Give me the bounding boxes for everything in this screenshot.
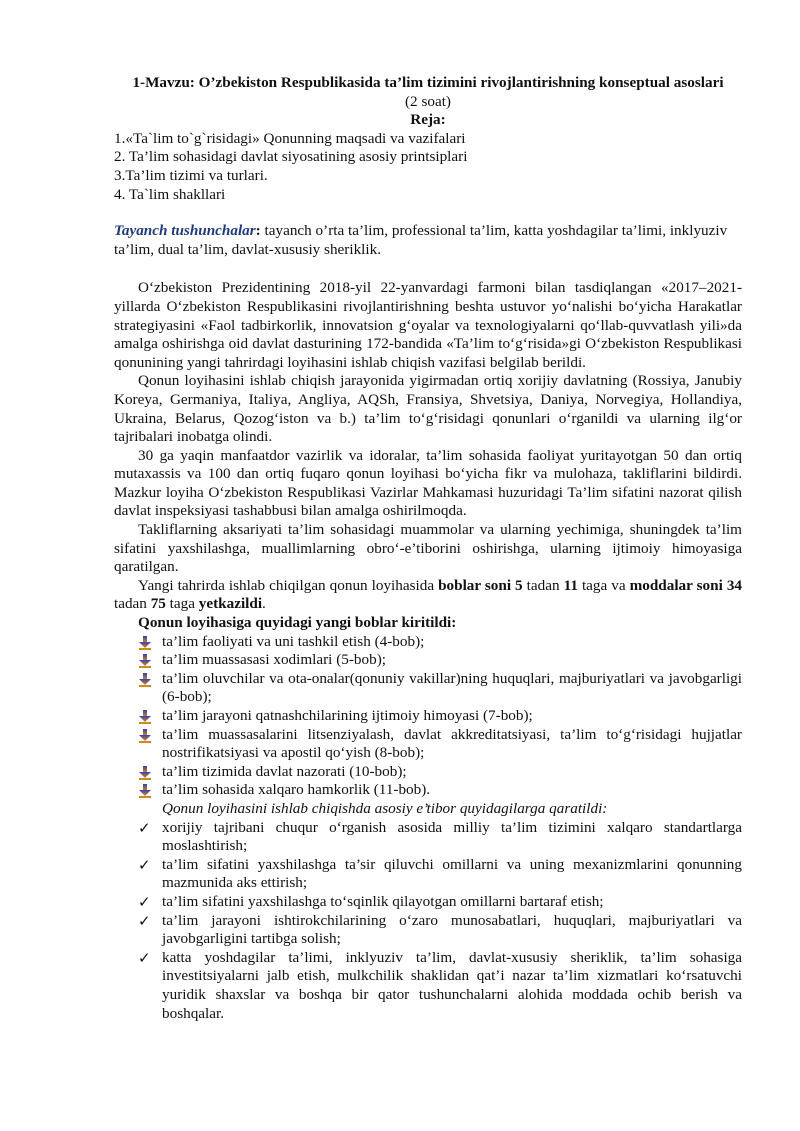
chapter-item-text: ta’lim jarayoni qatnashchilarining ijtimoiy himoyasi (7-bob); (162, 707, 533, 724)
paragraph-1: O‘zbekiston Prezidentining 2018-yil 22-yanvardagi farmoni bilan tasdiqlangan «2017–2021-yillarda O‘zbekiston Respublikasini rivojlantirishning beshta ustuvor yo‘nalishi bo‘yicha Harakatlar strategiyasini «Faol tadbirkorlik, innovatsion g‘oyalar va texnologiyalarni qo‘llab-quvvatlash yili»da amalga oshirishga oid davlat dasturining 172-bandida «Ta’lim to‘g‘risida»gi O‘zbekiston Respublikasi qonunining yangi tahrirdagi loyihasini ishlab chiqish vazifasi belgilab berildi. (114, 279, 742, 371)
focus-list (114, 819, 742, 1024)
down-arrow-icon (138, 766, 152, 780)
focus-item-text: ta’lim sifatini yaxshilashga ta’sir qiluvchi omillarni va uning mexanizmlarini qonunning mazmunida aks ettirish; (162, 855, 742, 892)
chapter-item (114, 726, 742, 763)
paragraph-3: 30 ga yaqin manfaatdor vazirlik va idoralar, ta’lim sohasida faoliyat yuritayotgan 50 dan ortiq mutaxassis va 100 dan ortiq fuqaro qonun loyihasi bo‘yicha fikr va mulohaza, takliflarini bildirdi. Mazkur loyiha O‘zbekiston Respublikasi Vazirlar Mahkamasi huzuridagi Ta’lim sifatini nazorat qilish davlat inspeksiyasi tashabbusi bilan amalga oshirilmoqda. (114, 446, 742, 520)
focus-item (114, 912, 742, 949)
chapter-item (114, 763, 742, 782)
down-arrow-icon (138, 784, 152, 798)
p5-text: tadan (522, 576, 564, 594)
chapter-item (114, 651, 742, 670)
new-chapters-list (114, 633, 742, 800)
plan-item: 2. Ta’lim sohasidagi davlat siyosatining asosiy printsiplari (114, 148, 468, 166)
focus-item-text: ta’lim jarayoni ishtirokchilarining o‘zaro munosabatlari, huquqlari, majburiyatlari va javobgarligini tartibga solish; (162, 911, 742, 948)
key-concepts (114, 222, 742, 259)
p5-articles-new: 75 (150, 595, 166, 613)
lesson-hours: (2 soat) (405, 92, 451, 110)
p5-text: Yangi tahrirda ishlab chiqilgan qonun loyihasida (138, 576, 439, 594)
key-concepts-term: Tayanch tushunchalar (114, 222, 256, 240)
chapter-item-text: ta’lim oluvchilar va ota-onalar(qonuniy vakillar)ning huquqlari, majburiyatlari va javobgarligi (6-bob); (162, 669, 742, 706)
chapter-item (114, 781, 742, 800)
focus-item (114, 893, 742, 912)
paragraph-5 (114, 577, 742, 614)
check-mark-icon: ✓ (138, 818, 151, 837)
p5-result: yetkazildi (198, 595, 263, 613)
new-chapters-heading: Qonun loyihasiga quyidagi yangi boblar kiritildi: (138, 614, 457, 632)
plan-heading: Reja: (410, 111, 446, 129)
chapter-item-text: ta’lim sohasida xalqaro hamkorlik (11-bob). (162, 781, 431, 799)
down-arrow-icon (138, 710, 152, 724)
chapter-item (114, 707, 742, 726)
down-arrow-icon (138, 636, 152, 650)
down-arrow-icon (138, 673, 152, 687)
chapter-item (114, 670, 742, 707)
check-mark-icon: ✓ (138, 855, 151, 874)
focus-item-text: xorijiy tajribani chuqur o‘rganish asosida milliy ta’lim tizimini xalqaro standartlarga moslashtirish; (162, 818, 742, 855)
check-mark-icon: ✓ (138, 911, 151, 930)
chapter-item-text: ta’lim faoliyati va uni tashkil etish (4-bob); (162, 632, 425, 650)
chapter-item-text: ta’lim muassasasi xodimlari (5-bob); (162, 651, 386, 669)
p5-text: tadan (114, 595, 151, 613)
p5-text: . (262, 595, 266, 613)
p5-chapters-count: boblar soni 5 (438, 576, 523, 594)
check-mark-icon: ✓ (138, 892, 151, 911)
chapter-item-text: ta’lim tizimida davlat nazorati (10-bob); (162, 762, 407, 780)
check-mark-icon: ✓ (138, 948, 151, 967)
paragraph-2: Qonun loyihasini ishlab chiqish jarayonida yigirmadan ortiq xorijiy davlatning (Rossiya, Janubiy Koreya, Germaniya, Italiya, Angliya, AQSh, Fransiya, Shvetsiya, Daniya, Norvegiya, Hollandiya, Ukraina, Belarus, Qozog‘iston va b.) ta’lim to‘g‘risidagi qonunlari o‘rganildi va ularning ilg‘or tajribalari inobatga olindi. (114, 372, 742, 446)
focus-heading: Qonun loyihasini ishlab chiqishda asosiy e’tibor quyidagilarga qaratildi: (162, 799, 608, 817)
chapter-item-text: ta’lim muassasalarini litsenziyalash, davlat akkreditatsiyasi, ta’lim to‘g‘risidagi hujjatlar nostrifikatsiyasi va apostil qo‘yish (8-bob); (162, 725, 742, 762)
focus-item-text: katta yoshdagilar ta’limi, inklyuziv ta’lim, davlat-xususiy sheriklik, ta’lim sohasiga investitsiyalarni jalb etish, mulkchilik shaklidan qat’i nazar ta’lim xizmatlari ko‘rsatuvchi yuridik shaxslar va boshqa bir qator tushunchalarni alohida moddada ochib berish va boshqalar. (162, 948, 742, 1022)
down-arrow-icon (138, 729, 152, 743)
focus-item (114, 949, 742, 1023)
down-arrow-icon (138, 654, 152, 668)
p5-text: taga (165, 595, 199, 613)
p5-articles-count: moddalar soni 34 (629, 576, 743, 594)
p5-chapters-new: 11 (563, 576, 578, 594)
focus-item-text: ta’lim sifatini yaxshilashga to‘sqinlik qilayotgan omillarni bartaraf etish; (162, 892, 604, 910)
lesson-title: 1-Mavzu: O’zbekiston Respublikasida ta’lim tizimini rivojlantirishning konseptual asoslari (132, 74, 724, 91)
key-concepts-text: tayanch o’rta ta’lim, professional ta’lim, katta yoshdagilar ta’limi, inklyuziv ta’lim, dual ta’lim, davlat-xususiy sheriklik. (114, 222, 728, 258)
key-concepts-colon: : (255, 222, 261, 240)
plan-item: 1.«Ta`lim to`g`risidagi» Qonunning maqsadi va vazifalari (114, 129, 466, 147)
focus-item (114, 856, 742, 893)
paragraph-4: Takliflarning aksariyati ta’lim sohasidagi muammolar va ularning yechimiga, shuningdek ta’lim sifatini yaxshilashga, muallimlarning obro‘-e’tiborini oshirishga, ularning ijtimoiy himoyasiga qaratilgan. (114, 521, 742, 576)
plan-item: 3.Ta’lim tizimi va turlari. (114, 166, 268, 184)
focus-item (114, 819, 742, 856)
plan-list (114, 130, 742, 204)
chapter-item (114, 633, 742, 652)
plan-item: 4. Ta`lim shakllari (114, 185, 226, 203)
p5-text: taga va (577, 576, 630, 594)
